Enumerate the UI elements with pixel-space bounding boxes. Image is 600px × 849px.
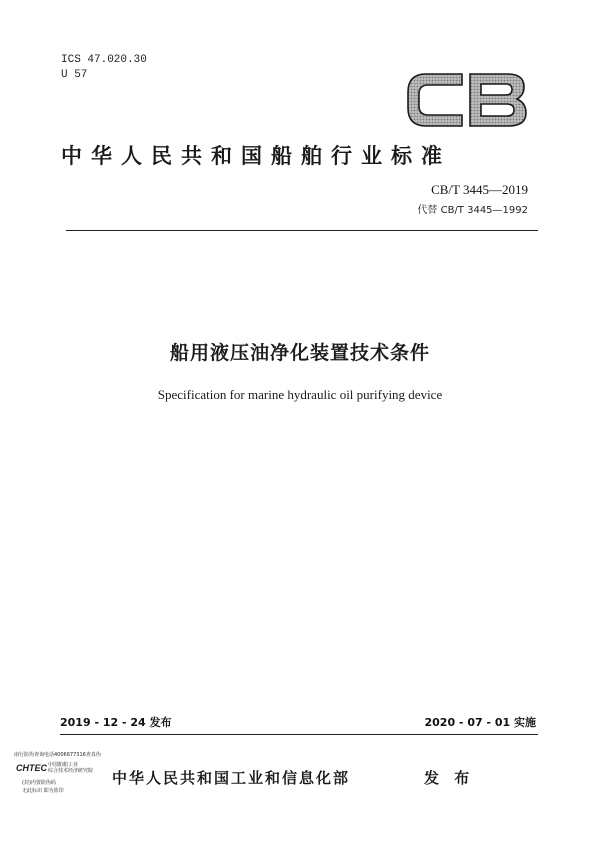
implementation-date: 2020 - 07 - 01 实施 bbox=[424, 716, 536, 729]
industry-standard-title: 中华人民共和国船舶行业标准 bbox=[61, 144, 451, 168]
document-title-chinese: 船用液压油净化装置技术条件 bbox=[169, 342, 430, 364]
standard-number: CB/T 3445—2019 bbox=[431, 182, 528, 197]
stamp-line-5: 无此标识 即为盗印 bbox=[22, 788, 64, 794]
publish-label: 发 布 bbox=[424, 769, 475, 787]
stamp-line-3: 综合技术经济研究院 bbox=[48, 768, 94, 774]
top-divider bbox=[66, 230, 538, 231]
ics-code: ICS 47.020.30 bbox=[61, 54, 147, 66]
stamp-line-4: (封)内置防伪码 bbox=[22, 780, 56, 786]
cb-logo-c bbox=[408, 74, 462, 126]
stamp-line-2: 中国船舶工业 bbox=[48, 762, 79, 768]
document-title-english: Specification for marine hydraulic oil purifying device bbox=[157, 387, 443, 402]
classification-codes bbox=[61, 53, 147, 83]
issuing-authority: 中华人民共和国工业和信息化部 bbox=[112, 769, 351, 787]
issue-date: 2019 - 12 - 24 发布 bbox=[60, 716, 172, 729]
bottom-divider bbox=[60, 734, 538, 735]
cb-logo-b bbox=[470, 74, 526, 126]
replaces-standard: 代替 CB/T 3445—1992 bbox=[417, 205, 528, 216]
stamp-brand: CHTEC bbox=[16, 763, 47, 773]
stamp-line-1: 南行防伪查询电话4006677316查真伪 bbox=[14, 752, 101, 758]
cb-logo bbox=[404, 70, 530, 130]
ccs-code: U 57 bbox=[61, 69, 88, 81]
anti-counterfeit-stamp bbox=[14, 752, 101, 808]
